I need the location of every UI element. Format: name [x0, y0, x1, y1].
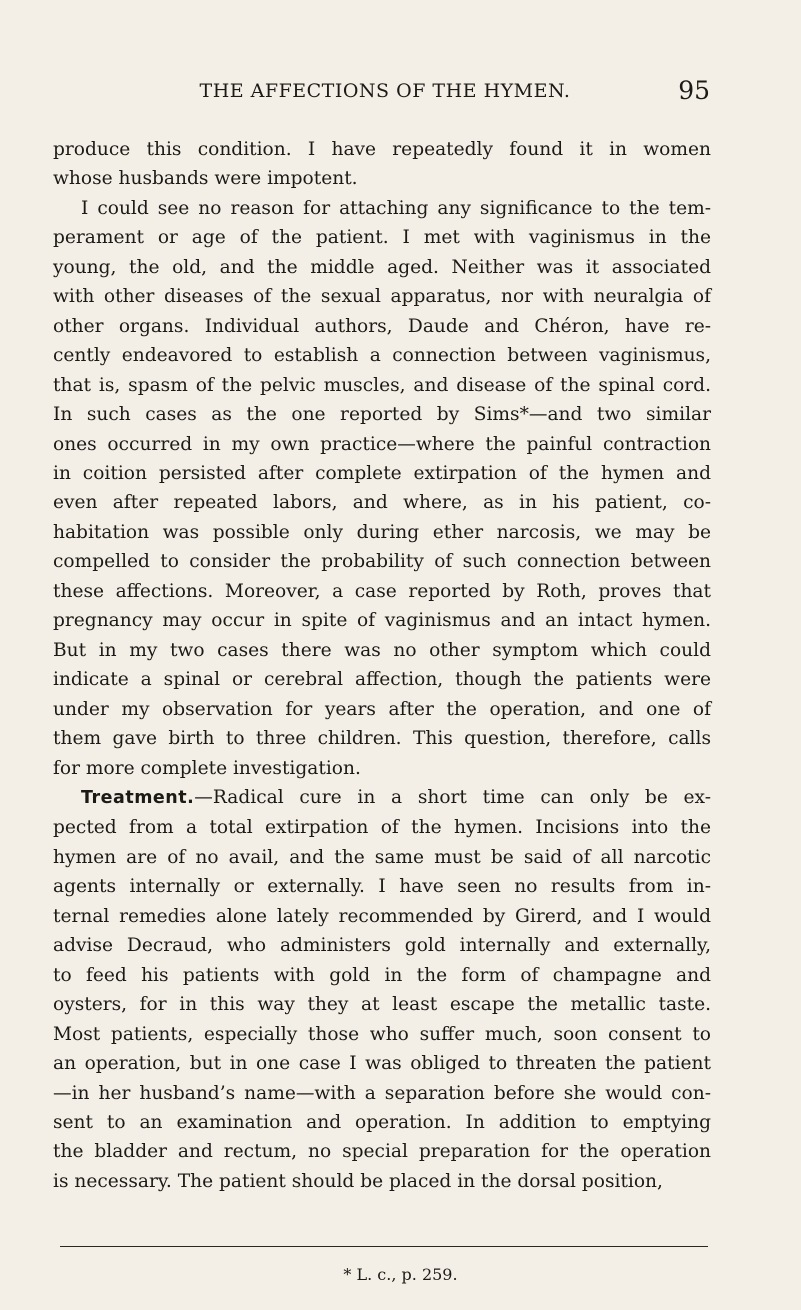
text-line [53, 1108, 711, 1137]
line-text: them gave birth to three children. This question, therefore, calls [53, 728, 711, 750]
line-text: other organs. Individual authors, Daude and Chéron, have re- [53, 315, 711, 337]
footnote-rule [60, 1246, 708, 1247]
paragraph [53, 194, 711, 783]
text-line [53, 400, 711, 429]
text-line [53, 843, 711, 872]
line-text: young, the old, and the middle aged. Neither was it associated [53, 256, 711, 278]
section-heading: Treatment. [81, 787, 195, 808]
line-text: an operation, but in one case I was obliged to threaten the patient [53, 1053, 711, 1075]
line-text: In such cases as the one reported by Sims*—and two similar [53, 404, 711, 426]
text-line [53, 282, 711, 311]
text-line [53, 695, 711, 724]
line-text: these affections. Moreover, a case reported by Roth, proves that [53, 580, 711, 602]
text-line [53, 518, 711, 547]
text-line [53, 931, 711, 960]
footnote: * L. c., p. 259. [343, 1265, 458, 1284]
text-line [53, 341, 711, 370]
line-text: compelled to consider the probability of such connection between [53, 551, 711, 573]
text-line [53, 459, 711, 488]
text-line [53, 1049, 711, 1078]
line-text: pected from a total extirpation of the hymen. Incisions into the [53, 817, 711, 839]
text-line [53, 961, 711, 990]
line-text: oysters, for in this way they at least escape the metallic taste. [53, 994, 711, 1016]
text-line [53, 783, 711, 813]
text-line [53, 1137, 711, 1166]
line-text: ternal remedies alone lately recommended by Girerd, and I would [53, 905, 711, 927]
text-line [53, 194, 711, 223]
page-number: 95 [678, 76, 710, 105]
text-line [53, 636, 711, 665]
text-line [53, 430, 711, 459]
line-text: the bladder and rectum, no special preparation for the operation [53, 1141, 711, 1163]
line-text: in coition persisted after complete extirpation of the hymen and [53, 462, 711, 484]
line-text: ones occurred in my own practice—where the painful contraction [53, 433, 711, 455]
line-text: perament or age of the patient. I met with vaginismus in the [53, 227, 711, 249]
line-text: that is, spasm of the pelvic muscles, and disease of the spinal cord. [53, 374, 711, 396]
text-line [53, 1079, 711, 1108]
text-line [53, 1167, 711, 1196]
line-text: whose husbands were impotent. [53, 168, 358, 190]
text-line [53, 547, 711, 576]
line-text: agents internally or externally. I have seen no results from in- [53, 876, 711, 898]
body-text [53, 135, 711, 1196]
running-head: THE AFFECTIONS OF THE HYMEN. [199, 80, 571, 102]
text-line [53, 371, 711, 400]
text-line [53, 606, 711, 635]
text-line [53, 872, 711, 901]
paragraph [53, 135, 711, 194]
line-text: sent to an examination and operation. In addition to emptying [53, 1111, 711, 1133]
line-text: produce this condition. I have repeatedly found it in women [53, 139, 711, 160]
line-text: hymen are of no avail, and the same must be said of all narcotic [53, 846, 711, 868]
page-header [60, 76, 710, 110]
text-line [53, 164, 711, 193]
line-text: cently endeavored to establish a connection between vaginismus, [53, 345, 711, 367]
line-text: habitation was possible only during ether narcosis, we may be [53, 521, 711, 543]
text-line [53, 223, 711, 252]
text-line [53, 813, 711, 842]
text-line [53, 724, 711, 753]
text-line [53, 902, 711, 931]
line-text: to feed his patients with gold in the form of champagne and [53, 964, 711, 986]
text-line [53, 135, 711, 164]
text-line [53, 665, 711, 694]
line-text: under my observation for years after the operation, and one of [53, 698, 711, 720]
text-line [53, 253, 711, 282]
text-line [53, 1020, 711, 1049]
line-text: even after repeated labors, and where, as in his patient, co- [53, 492, 711, 514]
line-text: But in my two cases there was no other symptom which could [53, 639, 711, 661]
line-text: Most patients, especially those who suffer much, soon consent to [53, 1023, 711, 1045]
text-line [53, 577, 711, 606]
line-text: —Radical cure in a short time can only be ex- [194, 786, 711, 808]
line-text: for more complete investigation. [53, 757, 361, 779]
line-text: I could see no reason for attaching any significance to the tem- [81, 197, 711, 219]
line-text: advise Decraud, who administers gold internally and externally, [53, 935, 711, 957]
text-line [53, 754, 711, 783]
text-line [53, 312, 711, 341]
paragraph [53, 783, 711, 1196]
line-text: with other diseases of the sexual apparatus, nor with neuralgia of [53, 286, 711, 308]
line-text: —in her husband’s name—with a separation before she would con- [53, 1082, 711, 1104]
line-text: pregnancy may occur in spite of vaginismus and an intact hymen. [53, 610, 711, 632]
text-line [53, 990, 711, 1019]
line-text: indicate a spinal or cerebral affection, though the patients were [53, 669, 711, 691]
line-text: is necessary. The patient should be placed in the dorsal position, [53, 1170, 663, 1192]
text-line [53, 488, 711, 517]
